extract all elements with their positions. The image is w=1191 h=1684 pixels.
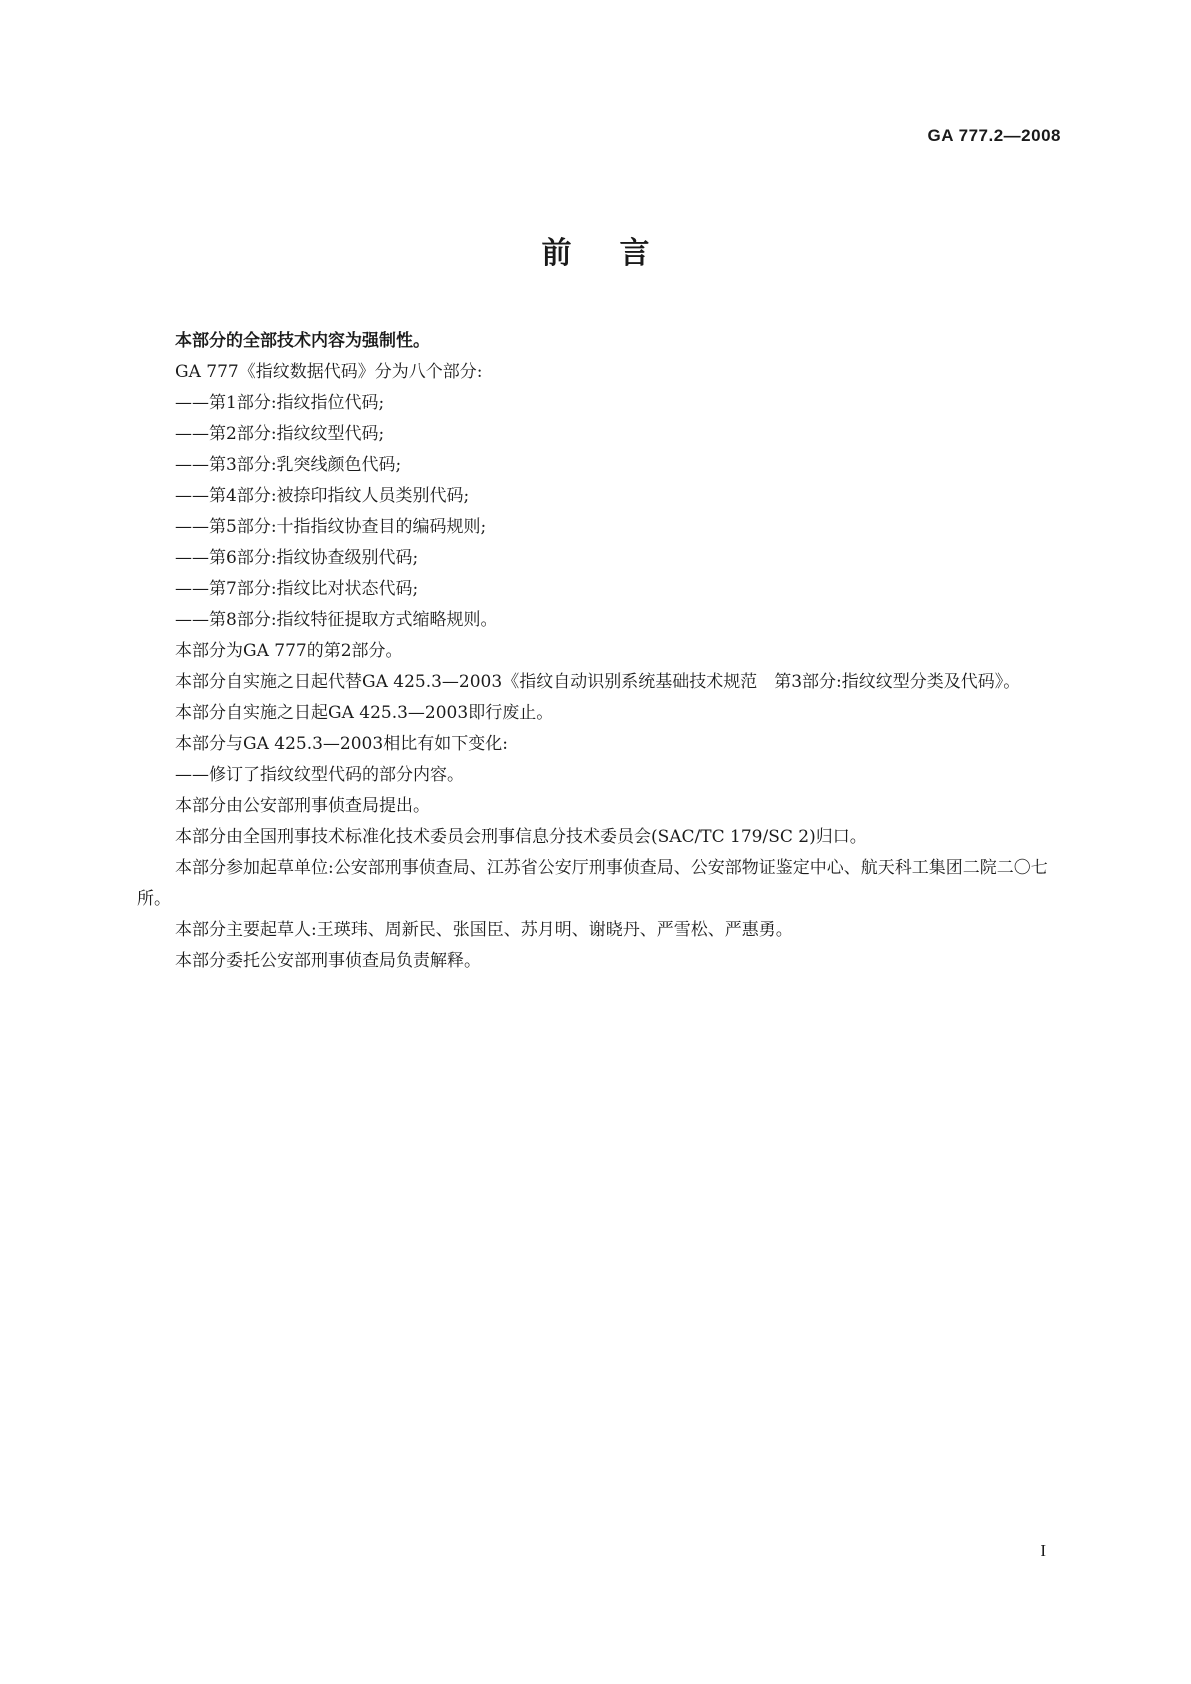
paragraph-part-of: 本部分为GA 777的第2部分。 <box>175 641 403 661</box>
paragraph-drafters: 本部分主要起草人:王瑛玮、周新民、张国臣、苏月明、谢晓丹、严雪松、严惠勇。 <box>175 920 793 940</box>
paragraph-mandatory-note: 本部分的全部技术内容为强制性。 <box>175 331 430 351</box>
list-item-part-8: ——第8部分:指纹特征提取方式缩略规则。 <box>175 610 498 630</box>
list-item-part-7: ——第7部分:指纹比对状态代码; <box>175 579 419 599</box>
foreword-body <box>137 326 1065 977</box>
paragraph-replaces: 本部分自实施之日起代替GA 425.3—2003《指纹自动识别系统基础技术规范 第3部分:指纹纹型分类及代码》。 <box>175 672 1021 692</box>
paragraph-centralized-by: 本部分由全国刑事技术标准化技术委员会刑事信息分技术委员会(SAC/TC 179/SC 2)归口。 <box>175 827 867 847</box>
paragraph-interpretation: 本部分委托公安部刑事侦查局负责解释。 <box>175 951 481 971</box>
list-item-part-5: ——第5部分:十指指纹协查目的编码规则; <box>175 517 487 537</box>
paragraph-parts-intro: GA 777《指纹数据代码》分为八个部分: <box>175 362 483 382</box>
list-item-part-4: ——第4部分:被捺印指纹人员类别代码; <box>175 486 470 506</box>
paragraph-abolished: 本部分自实施之日起GA 425.3—2003即行废止。 <box>175 703 554 723</box>
page-title: 前言 <box>541 236 698 271</box>
list-item-part-3: ——第3部分:乳突线颜色代码; <box>175 455 402 475</box>
list-item-change-1: ——修订了指纹纹型代码的部分内容。 <box>175 765 464 785</box>
list-item-part-6: ——第6部分:指纹协查级别代码; <box>175 548 419 568</box>
page-number: I <box>1040 1541 1046 1560</box>
paragraph-proposed-by: 本部分由公安部刑事侦查局提出。 <box>175 796 430 816</box>
list-item-part-2: ——第2部分:指纹纹型代码; <box>175 424 385 444</box>
paragraph-drafting-units: 本部分参加起草单位:公安部刑事侦查局、江苏省公安厅刑事侦查局、公安部物证鉴定中心、航天科工集团二院二〇七所。 <box>137 858 1048 909</box>
list-item-part-1: ——第1部分:指纹指位代码; <box>175 393 385 413</box>
standard-code: GA 777.2—2008 <box>927 126 1061 145</box>
paragraph-changes-intro: 本部分与GA 425.3—2003相比有如下变化: <box>175 734 508 754</box>
